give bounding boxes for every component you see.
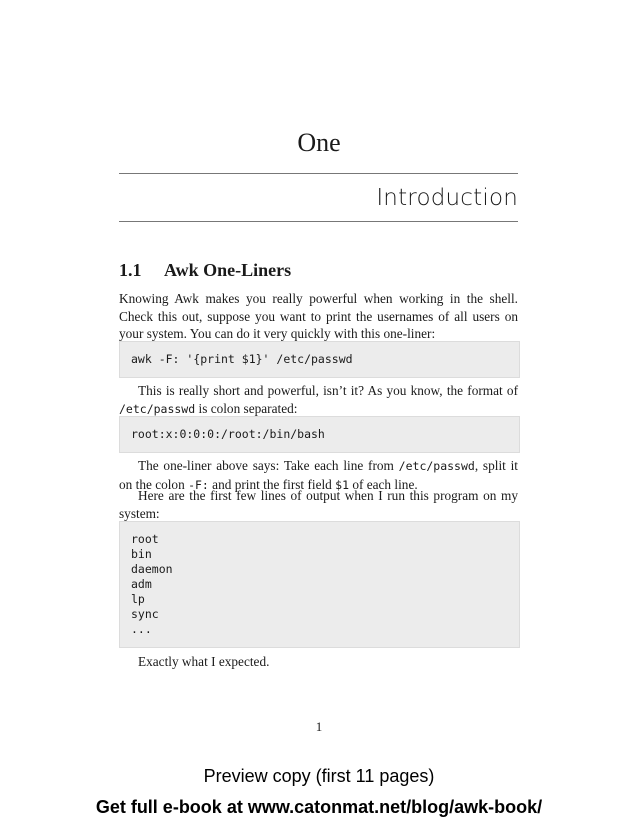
passwd-format-paragraph	[119, 382, 518, 418]
text-span: of each line.	[349, 476, 418, 492]
page-number: 1	[315, 719, 323, 734]
closing-paragraph: Exactly what I expected.	[138, 654, 270, 669]
section-number: 1.1	[119, 260, 142, 280]
inline-code: /etc/passwd	[119, 401, 196, 416]
command-code-block	[119, 341, 520, 378]
divider-bottom	[119, 221, 518, 222]
inline-code: -F:	[188, 477, 209, 492]
text-span: , split it on the colon	[119, 458, 518, 492]
code-line: daemon	[131, 562, 173, 576]
code-line: lp	[131, 592, 145, 606]
section-heading	[119, 258, 291, 282]
section-title: Awk One-Liners	[164, 260, 292, 280]
divider-top	[119, 173, 518, 174]
text-span: This is really short and powerful, isn’t it? As you know, the format of	[138, 383, 518, 398]
inline-code: $1	[335, 477, 349, 492]
preview-notice: Preview copy (first 11 pages)	[203, 766, 435, 786]
code-line: adm	[131, 577, 152, 591]
code-line: ...	[131, 622, 152, 636]
get-full-ebook-link[interactable]: Get full e-book at www.catonmat.net/blog/awk-book/	[95, 797, 543, 817]
text-span: and print the first field	[208, 476, 336, 492]
text-span: is colon separated:	[195, 400, 298, 416]
chapter-number: One	[297, 128, 341, 157]
output-code-block	[119, 521, 520, 648]
code-line: root:x:0:0:0:/root:/bin/bash	[131, 427, 325, 441]
code-line: sync	[131, 607, 159, 621]
code-line: root	[131, 532, 159, 546]
code-line: awk -F: '{print $1}' /etc/passwd	[131, 352, 353, 366]
inline-code: /etc/passwd	[398, 459, 475, 473]
intro-paragraph: Knowing Awk makes you really powerful when working in the shell. Check this out, suppose you want to print the usernames of all users on your system. You can do it very quickly with this one-liner:	[119, 291, 518, 341]
passwd-code-block	[119, 416, 520, 453]
code-line: bin	[131, 547, 152, 561]
text-span: The one-liner above says: Take each line from	[138, 458, 399, 473]
chapter-title: Introduction	[376, 185, 518, 211]
output-intro-paragraph: Here are the first few lines of output when I run this program on my system:	[119, 488, 518, 521]
